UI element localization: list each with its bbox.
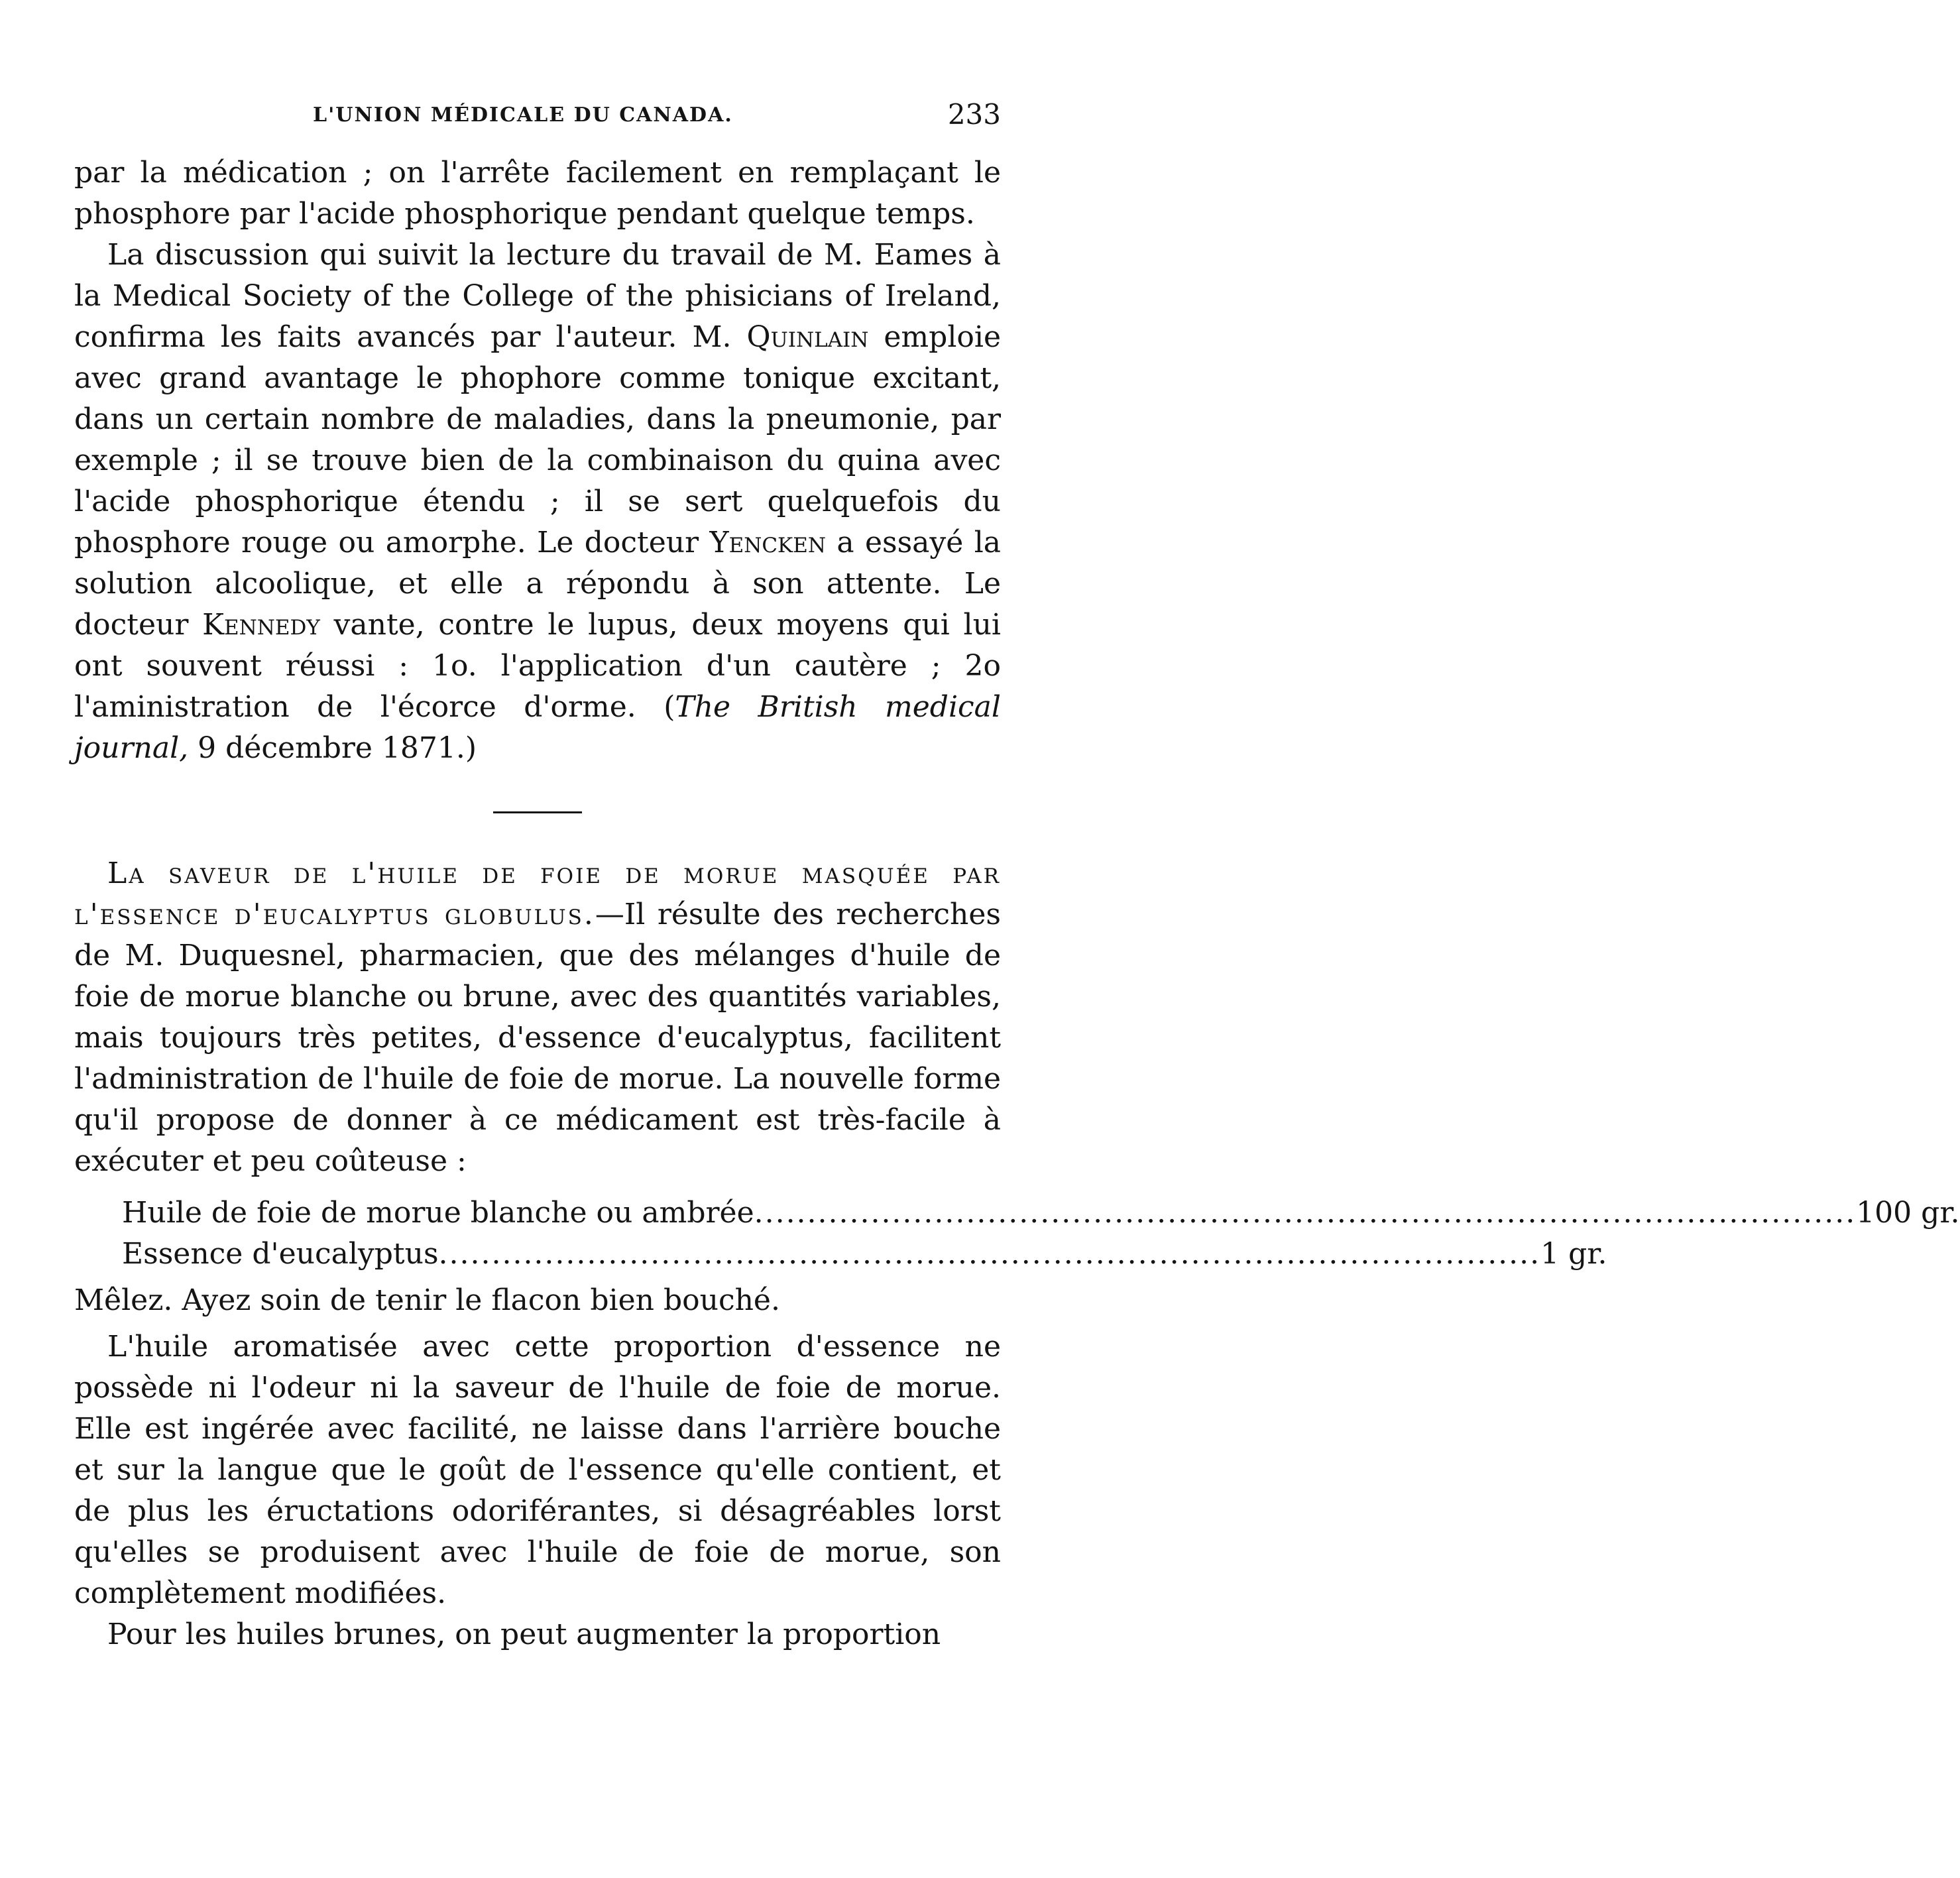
recipe-list <box>122 1193 1960 1275</box>
section-paragraph <box>74 853 1001 1182</box>
dot-leader: ........................................................................................................ <box>438 1237 1541 1271</box>
paragraph-text: L'huile aromatisée avec cette proportion d'essence ne possède ni l'odeur ni la saveur de l'huile de foie de morue. Elle est ingérée avec facilité, ne laisse dans l'arrière bouche et sur la langue que le goût de l'essence qu'elle contient, et de plus les éructations odoriférantes, si désagréables lorst qu'elles se produisent avec l'huile de foie de morue, son complètement modifiées. <box>74 1330 1001 1610</box>
author-name-quinlain: Quinlain <box>746 320 869 354</box>
recipe-quantity: 100 gr. <box>1856 1196 1960 1230</box>
journal-citation: The British medical journal, <box>74 690 1001 765</box>
page <box>74 98 1960 1655</box>
running-head <box>74 98 1001 138</box>
paragraph-text: vante, contre le lupus, deux moyens qui lui ont souvent réussi : 1o. l'application d'un cautère ; 2o l'aministration de l'écorce d'orme. ( <box>74 608 1001 724</box>
paragraph-text: Pour les huiles brunes, on peut augmenter la proportion <box>107 1617 941 1651</box>
paragraph-instruction <box>74 1280 1001 1321</box>
paragraph-text: La discussion qui suivit la lecture du travail de M. Eames à la Medical Society of the College of the phisicians of Ireland, confirma les faits avancés par l'auteur. M. <box>74 238 1001 354</box>
section-heading: La saveur de l'huile de foie de morue masquée par l'essence d'eucalyptus globulus. <box>74 856 1001 931</box>
recipe-ingredient: Huile de foie de morue blanche ou ambrée <box>122 1196 754 1230</box>
paragraph-text: a essayé la solution alcoolique, et elle a répondu à son attente. Le docteur <box>74 526 1002 642</box>
running-title: L'UNION MÉDICALE DU CANADA. <box>313 103 733 127</box>
paragraph-text: emploie avec grand avantage le phophore comme tonique excitant, dans un certain nombre de maladies, dans la pneumonie, par exemple ; il se trouve bien de la combinaison du quina avec l'acide phosphorique étendu ; il se sert quelquefois du phosphore rouge ou amorphe. Le docteur <box>74 320 1001 559</box>
page-number: 233 <box>947 98 1001 131</box>
recipe-line <box>122 1234 1607 1275</box>
recipe-quantity: 1 gr. <box>1540 1237 1607 1271</box>
paragraph-text: par la médication ; on l'arrête facilement en remplaçant le phosphore par l'acide phosphorique pendant quelque temps. <box>74 156 1001 231</box>
recipe-ingredient: Essence d'eucalyptus <box>122 1237 439 1271</box>
paragraph-aromatised-oil <box>74 1326 1001 1614</box>
paragraph-text: 9 décembre 1871.) <box>188 731 477 765</box>
author-name-kennedy: Kennedy <box>202 608 320 642</box>
paragraph-continuation <box>74 152 1001 235</box>
paragraph-discussion <box>74 235 1001 769</box>
paragraph-text: —Il résulte des recherches de M. Duquesnel, pharmacien, que des mélanges d'huile de foie de morue blanche ou brune, avec des quantités variables, mais toujours très petites, d'essence d'eucalyptus, facilitent l'administration de l'huile de foie de morue. La nouvelle forme qu'il propose de donner à ce médicament est très-facile à exécuter et peu coûteuse : <box>74 898 1001 1178</box>
section-divider <box>493 811 582 813</box>
author-name-yencken: Yencken <box>709 526 826 559</box>
paragraph-brown-oils <box>74 1614 1001 1655</box>
dot-leader: ........................................................................................................ <box>754 1196 1857 1230</box>
recipe-line <box>122 1193 1960 1234</box>
paragraph-text: Mêlez. Ayez soin de tenir le flacon bien bouché. <box>74 1283 780 1317</box>
